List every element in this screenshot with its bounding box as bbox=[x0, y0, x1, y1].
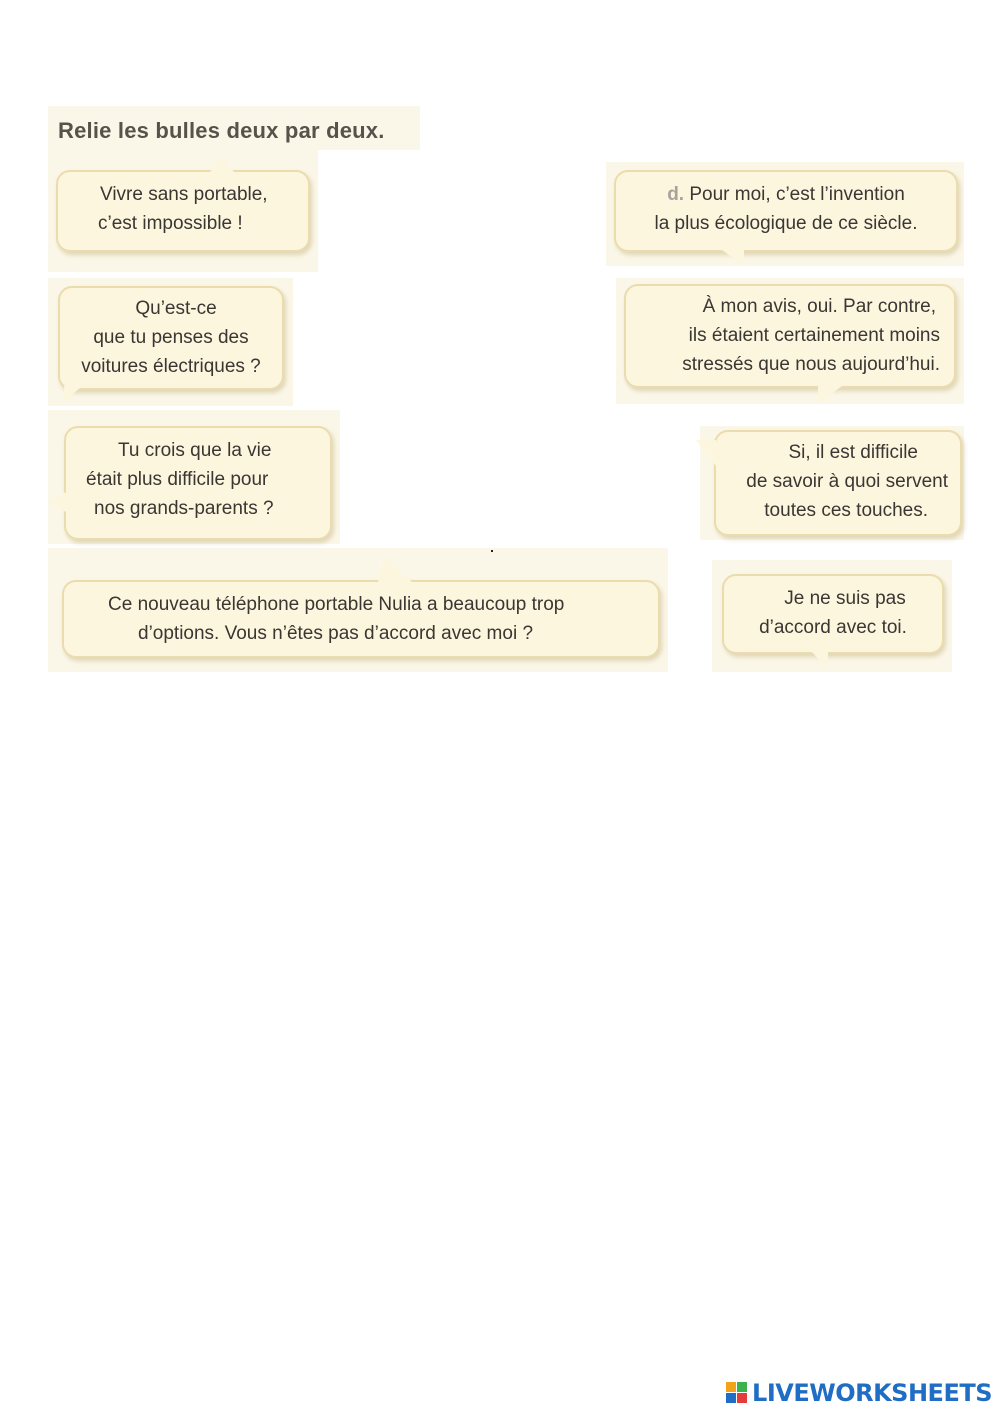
bubble-tail bbox=[64, 386, 82, 402]
instruction-title: Relie les bulles deux par deux. bbox=[58, 118, 385, 143]
bubble-tail bbox=[818, 386, 842, 404]
bubble-line: voitures électriques ? bbox=[81, 356, 261, 377]
bubble-tail bbox=[696, 440, 716, 466]
bubble-line: Pour moi, c’est l’invention bbox=[689, 184, 905, 205]
bubble-line: c’est impossible ! bbox=[98, 213, 243, 234]
bubble-vivre-sans-portable[interactable] bbox=[56, 170, 310, 252]
bubble-pas-daccord[interactable] bbox=[722, 574, 944, 654]
bubble-telephone-nulia[interactable] bbox=[62, 580, 660, 658]
bubble-line-first bbox=[626, 180, 946, 209]
bubble-line: ils étaient certainement moins bbox=[688, 325, 940, 346]
bubble-line: Si, il est difficile bbox=[788, 442, 918, 463]
bubble-line: Je ne suis pas bbox=[784, 588, 906, 609]
bubble-tail bbox=[48, 492, 66, 512]
bubble-line: toutes ces touches. bbox=[764, 500, 928, 521]
bubble-line: que tu penses des bbox=[93, 327, 249, 348]
bubble-tail bbox=[210, 156, 234, 172]
stray-dot bbox=[491, 550, 493, 552]
bubble-line: Tu crois que la vie bbox=[118, 440, 272, 461]
bubble-line: stressés que nous aujourd’hui. bbox=[682, 354, 940, 375]
bubble-line: nos grands-parents ? bbox=[94, 498, 274, 519]
bubble-tail bbox=[378, 556, 412, 582]
bubble-voitures-electriques[interactable] bbox=[58, 286, 284, 390]
bubble-line: la plus écologique de ce siècle. bbox=[654, 213, 918, 234]
bubble-tail bbox=[722, 250, 744, 266]
bubble-d-invention-ecologique[interactable] bbox=[614, 170, 958, 252]
bubble-line: Qu’est-ce bbox=[135, 298, 217, 319]
bubble-line: d’options. Vous n’êtes pas d’accord avec moi ? bbox=[138, 623, 534, 644]
bubble-letter-d: d. bbox=[667, 184, 685, 205]
liveworksheets-logo-icon bbox=[726, 1382, 748, 1404]
bubble-mon-avis-oui[interactable] bbox=[624, 284, 956, 388]
bubble-line: était plus difficile pour bbox=[86, 469, 269, 490]
bubble-line: Ce nouveau téléphone portable Nulia a beaucoup trop bbox=[108, 594, 565, 615]
bubble-line: d’accord avec toi. bbox=[759, 617, 907, 638]
bubble-tail bbox=[812, 652, 828, 670]
logo-text: LIVEWORKSHEETS bbox=[752, 1379, 992, 1407]
bubble-line: de savoir à quoi servent bbox=[746, 471, 948, 492]
bubble-line: À mon avis, oui. Par contre, bbox=[702, 296, 936, 317]
bubble-si-difficile[interactable] bbox=[714, 430, 962, 536]
bubble-line: Vivre sans portable, bbox=[100, 184, 268, 205]
liveworksheets-logo bbox=[726, 1378, 992, 1408]
bubble-grands-parents[interactable] bbox=[64, 426, 332, 540]
